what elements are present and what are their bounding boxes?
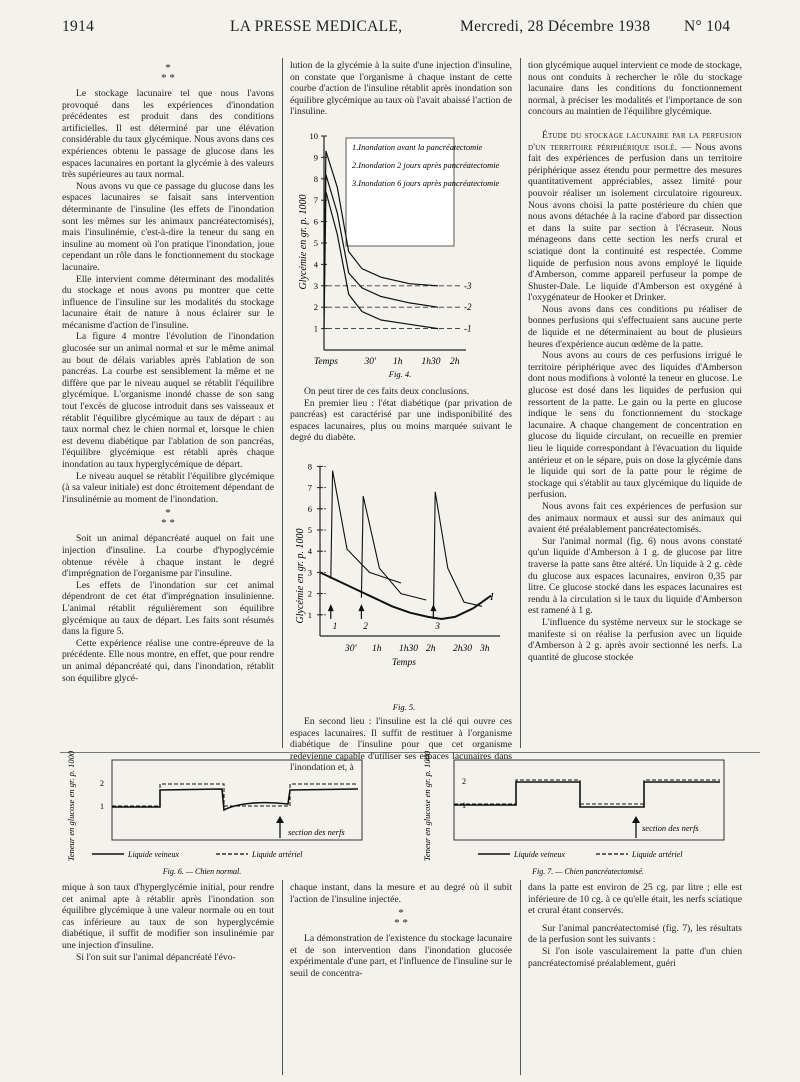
fig4-legend-box — [346, 138, 454, 246]
fig4-ytick-label: 6 — [313, 216, 318, 227]
fig4-xtick-label: 2h — [450, 357, 460, 367]
figure-7 — [418, 750, 738, 878]
fig5-caption: Fig. 5. — [392, 702, 416, 712]
paragraph: On peut tirer de ces faits deux conclusions. — [304, 386, 470, 397]
fig5-xtick-label: 1h — [372, 644, 382, 654]
fig6-ylabel: Teneur en glucose en gr. p. 1000 — [66, 750, 76, 862]
fig4-level-label: -3 — [464, 280, 472, 291]
paragraph: Nous avons dans ces conditions pu réaliser de bonnes perfusions qui s'effectuaient sans aucune perte de liquide et ne déterminaient au bout de plusieurs heures d'expérience aucun œdème de la patte. — [528, 303, 742, 350]
fig7-arrowhead — [632, 816, 640, 823]
fig7-arterial-line — [454, 780, 720, 804]
fig5-marker-label: 1 — [332, 621, 338, 632]
fig7-legend-venous: Liquide veineux — [514, 850, 565, 859]
fig4-xtick-label: 30' — [364, 357, 377, 367]
fig4-ytick-label: 4 — [313, 259, 318, 270]
fig7-tick-1: 1 — [462, 801, 466, 810]
paragraph: Le stockage lacunaire tel que nous l'avons provoqué dans les expériences d'inondation précédentes est produit dans des conditions artificielles. Il est déterminé par une élévation considérable du taux glycémique. Nous avons dans ces expériences obtenu le passage de glucose dans les espaces lacunaires en portant la glycémie à des valeurs très supérieures au taux normal. — [62, 88, 274, 181]
fig4-xlabel: Temps — [314, 357, 338, 367]
fig4-caption: Fig. 4. — [388, 369, 412, 379]
fig5-marker-arrowhead — [358, 604, 364, 611]
figure-4 — [296, 132, 512, 377]
fig5-curve-label: I — [490, 591, 494, 603]
column-3-top — [528, 60, 742, 750]
fig5-xtick-label: 3h — [480, 644, 490, 654]
fig5-ytick-label: 6 — [307, 503, 312, 514]
fig4-ytick-label: 1 — [313, 323, 318, 334]
column-1-bottom — [62, 882, 274, 1077]
fig5-xtick-label: 2h — [426, 644, 436, 654]
paragraph: dans la patte est environ de 25 cg. par litre ; elle est inférieure de 10 cg. à ce qu'elle était, les nerfs sciatique et crural étant conservés. — [528, 882, 742, 917]
fig7-annotation: section des nerfs — [642, 823, 699, 833]
paragraph: mique à son taux d'hyperglycémie initial, pour rendre cet animal apte à rétablir après l'inondation son équilibre glycémique à une valeur normale ou en tout cas inférieure au taux de son hyperglycémie diabétique, il suffit de modifier son insulinémie par une injection d'insuline. — [62, 882, 274, 951]
paragraph: Sur l'animal normal (fig. 6) nous avons constaté qu'un liquide d'Amberson à 1 g. de glucose par litre traverse la patte sans être altéré. Un liquide à 2 g. cède du glucose aux espaces lacunaires, environ 0,35 par litre. Ce glucose stocké dans les espaces lacunaires est rendu à la circulation si le taux du liquide d'Amberson est ramené à 1 g. — [528, 535, 742, 617]
fig4-ytick-label: 10 — [309, 131, 318, 141]
paragraph: Elle intervient comme déterminant des modalités du stockage et nous avons pu montrer que cette influence de l'insuline sur les modalités du stockage lacunaire était de nature à nous éclairer sur le mécanisme d'action de l'insuline. — [62, 273, 274, 331]
fig6-legend-venous: Liquide veineux — [128, 850, 179, 859]
fig5-ytick-label: 1 — [307, 609, 312, 620]
fig7-ylabel: Teneur en glucose en gr. p. 1000 — [422, 750, 432, 862]
fig4-ytick-label: 9 — [313, 152, 318, 163]
section-stars: * * * — [394, 907, 408, 930]
fig5-insulin-curve — [320, 572, 491, 619]
fig5-flood-curve-1 — [331, 471, 401, 583]
fig5-xtick-label: 2h30 — [453, 644, 472, 654]
fig7-tick-2: 2 — [462, 777, 466, 786]
fig5-xtick-label: 30' — [345, 644, 357, 654]
fig7-venous-line — [454, 782, 720, 807]
column-rule — [520, 880, 521, 1075]
issue-date: Mercredi, 28 Décembre 1938 — [460, 18, 651, 35]
fig4-legend-1: 1.Inondation avant la pancréatectomie — [352, 143, 483, 152]
paragraph: Cette expérience réalise une contre-épreuve de la précédente. Elle nous montre, en effet, que pour rendre un animal dépancréaté qui, dans l'inondation, rétablit son équilibre glycé- — [62, 637, 274, 684]
fig5-ytick-label: 8 — [307, 461, 312, 472]
section-stars: * * * — [161, 507, 175, 530]
paragraph: L'influence du système nerveux sur le stockage se manifeste si on réalise la perfusion avec un liquide d'Amberson à 2 g. après avoir sectionné les nerfs. La quantité de glucose stockée — [528, 616, 742, 663]
fig7-legend-arterial: Liquide artériel — [632, 850, 683, 859]
column-rule — [520, 58, 521, 748]
paragraph: Le niveau auquel se rétablit l'équilibre glycémique (à sa valeur initiale) est donc étroitement dépendant de l'insulinémie au moment de l'inondation. — [62, 470, 274, 505]
journal-title: LA PRESSE MEDICALE, — [230, 18, 403, 35]
paragraph: La démonstration de l'existence du stockage lacunaire et de son intervention dans l'inondation glucosée expérimentale d'une part, et l'influence de l'insuline sur le seuil de concentra- — [290, 933, 512, 979]
fig6-tick-1: 1 — [100, 802, 104, 811]
fig5-xtick-label: 1h30 — [399, 644, 418, 654]
column-2-bottom — [290, 882, 512, 1077]
fig6-arrowhead — [276, 816, 284, 823]
fig4-xtick-label: 1h30 — [421, 357, 441, 367]
fig4-ytick-label: 5 — [313, 238, 318, 248]
fig4-xtick-label: 1h — [393, 357, 403, 367]
paragraph: Nous avons vu que ce passage du glucose dans les espaces lacunaires se faisait sans intervention déterminante de l'insuline (les effets de l'inondation sont les mêmes sur les animaux pancréatectomisés), mais l'insulinémie, c'est-à-dire la teneur du sang en insuline au moment où l'on pratique l'inondation, joue cependant un rôle dans le fonctionnement du stockage lacunaire. — [62, 180, 274, 273]
fig5-marker-arrowhead — [430, 604, 436, 611]
paragraph: Nous avons fait ces expériences de perfusion sur des animaux normaux et aussi sur des animaux qui avaient été préalablement pancréatectomisés. — [528, 500, 742, 536]
paragraph: En second lieu : l'insuline est la clé qui ouvre ces espaces lacunaires. Il suffit de restituer à l'organisme diabétique de l'insuline pour que cet organisme redevienne capable d'utiliser ses espaces lacunaires dans l'inondation et, à — [290, 716, 512, 774]
fig5-yticks — [308, 461, 328, 619]
fig7-lines — [454, 780, 720, 807]
fig5-ytick-label: 4 — [307, 546, 312, 557]
fig6-arterial-line — [112, 784, 358, 806]
fig5-xticks — [344, 644, 490, 654]
fig4-legend-3: 3.Inondation 6 jours après pancréatectomie — [352, 179, 500, 188]
issue-number: N° 104 — [684, 18, 731, 35]
fig4-ylabel: Glycémie en gr. p. 1000 — [298, 194, 309, 290]
column-2-mid — [290, 386, 512, 446]
fig4-ytick-label: 7 — [313, 195, 318, 206]
paragraph: La figure 4 montre l'évolution de l'inondation glucosée sur un animal normal et sur le même animal au bout de délais variables après l'ablation de son pancréas. La courbe est sensiblement la même et ne diffère que par le niveau auquel se rétablit l'équilibre glycémique. L'organisme inondé chasse de son sang tout l'excès de glucose introduit dans ses vaisseaux et rétablit l'équilibre glycémique au taux de départ : au taux normal chez le chien normal et, lorsque le chien est devenu diabétique par l'ablation de son pancréas, l'équilibre glycémique est rétabli après chaque inondation au taux hyperglycémique de départ. — [62, 331, 274, 470]
figure-5 — [294, 458, 516, 718]
fig6-tick-2: 2 — [100, 779, 104, 788]
fig4-legend-2: 2.Inondation 2 jours après pancréatectomie — [352, 161, 500, 170]
paragraph: chaque instant, dans la mesure et au degré où il subit l'action de l'insuline injectée. — [290, 882, 512, 905]
fig5-marker-arrowhead — [328, 604, 334, 611]
fig6-legend-arterial: Liquide artériel — [252, 850, 303, 859]
paragraph: tion glycémique auquel intervient ce mode de stockage, nous ont conduits à rechercher le rôle du stockage lacunaire dans les conditions du fonctionnement normal, à préciser les modalités et l'importance de son concours au maintien de l'équilibre glycémique. — [528, 60, 742, 118]
section-stars: * * * — [161, 62, 175, 84]
paragraph: Les effets de l'inondation sur cet animal dépendront de cet état d'imprégnation insulinienne. L'animal rétablit régulièrement son équilibre glycémique au taux de départ. Les faits sont résumés dans la figure 5. — [62, 579, 274, 638]
fig6-annotation: section des nerfs — [288, 827, 345, 837]
paragraph: Soit un animal dépancréaté auquel on fait une injection d'insuline. La courbe d'hypoglycémie obtenue révèle à chaque instant le degré d'imprégnation de l'organisme par l'insuline. — [62, 533, 274, 580]
fig4-level-labels — [464, 281, 472, 334]
fig4-level-label: -1 — [464, 323, 472, 334]
paragraph: Si l'on suit sur l'animal dépancréaté l'évo- — [76, 951, 236, 963]
fig6-lines — [112, 784, 358, 810]
figure-6 — [62, 750, 382, 878]
fig4-ytick-label: 3 — [313, 280, 318, 291]
section-heading: Étude du stockage lacunaire par la perfusion d'un territoire périphérique isolé. — [528, 129, 742, 153]
page-header — [0, 18, 800, 42]
column-rule — [282, 880, 283, 1075]
page-number: 1914 — [62, 18, 95, 35]
fig4-ytick-label: 2 — [313, 302, 318, 313]
fig5-markers — [328, 604, 441, 631]
fig5-curves — [320, 471, 491, 619]
fig5-flood-curve-2 — [361, 496, 426, 600]
fig5-flood-curve-3 — [433, 492, 482, 619]
paragraph: En premier lieu : l'état diabétique (par privation de pancréas) est caractérisé par une indisponibilité des espaces lacunaires, plus ou moins marquée suivant le degré du diabète. — [290, 397, 512, 444]
fig5-ytick-label: 3 — [307, 567, 312, 578]
column-3-bottom — [528, 882, 742, 1077]
fig5-xlabel: Temps — [392, 658, 416, 668]
fig4-ytick-label: 8 — [313, 173, 318, 184]
fig4-xticks — [364, 357, 460, 367]
paragraph: Sur l'animal pancréatectomisé (fig. 7), les résultats de la perfusion sont les suivants : — [528, 922, 742, 946]
paragraph: lution de la glycémie à la suite d'une injection d'insuline, on constate que l'organisme à chaque instant de cette courbe d'action de l'insuline rétablit après inondation son équilibre glycémique au taux où l'avait abaissé l'action de l'insuline. — [290, 60, 512, 118]
fig5-marker-label: 3 — [435, 621, 440, 632]
paragraph: Étude du stockage lacunaire par la perfusion d'un territoire périphérique isolé. — Nous avons fait des expériences de perfusion dans un territoire périphérique assez étendu pour permettre des mesures quantitativement appréciables, assez limité pour pouvoir réaliser un isolement circulatoire rigoureux. Nous avons choisi la patte postérieure du chien que nous avons détachée à la racine d'abord par dissection et dans la suite par section à l'écraseur. Nous ménageons dans cette section les nerfs crural et sciatique dont la continuité est respectée. Comme liquide de perfusion nous avons employé le liquide d'Amberson, comme appareil perfuseur la pompe de Shuster-Dale. Le liquide d'Amberson est oxygéné à l'oxygénateur de Hooker et Drinker. — [528, 129, 743, 304]
fig7-caption: Fig. 7. — Chien pancréatectomisé. — [532, 867, 644, 876]
column-rule — [282, 58, 283, 748]
column-2-after-fig5 — [290, 716, 512, 774]
column-2-top — [290, 60, 512, 136]
fig6-venous-line — [112, 789, 358, 810]
fig5-ylabel: Glycémie en gr. p. 1000 — [295, 528, 306, 624]
paragraph: Si l'on isole vasculairement la patte d'un chien pancréatectomisé préalablement, guéri — [528, 945, 742, 969]
fig5-ytick-label: 7 — [307, 482, 312, 493]
fig5-marker-label: 2 — [363, 621, 368, 632]
fig5-ytick-label: 2 — [307, 588, 312, 599]
fig5-ytick-label: 5 — [307, 525, 312, 535]
paragraph: Nous avons au cours de ces perfusions irrigué le territoire périphérique avec des liquides d'Amberson dont nous modifions à volonté la teneur en glucose. Le glucose est dosé dans les liquides de perfusion qui ressortent de la patte. Le gain ou la perte en glucose indique le sens du fonctionnement du stockage lacunaire. A chaque changement de concentration en glucose du liquide circulant, on recueille en premier lieu le liquide correspondant à l'évacuation du liquide antérieur et on le sépare, puis on dose la glycémie dans le liquide qui sort de la patte pour le régime de stockage qui s'établit au taux glycémique du liquide de perfusion. — [528, 350, 742, 501]
column-1-top — [62, 60, 274, 750]
fig6-caption: Fig. 6. — Chien normal. — [162, 867, 242, 876]
fig4-level-label: -2 — [464, 302, 472, 313]
